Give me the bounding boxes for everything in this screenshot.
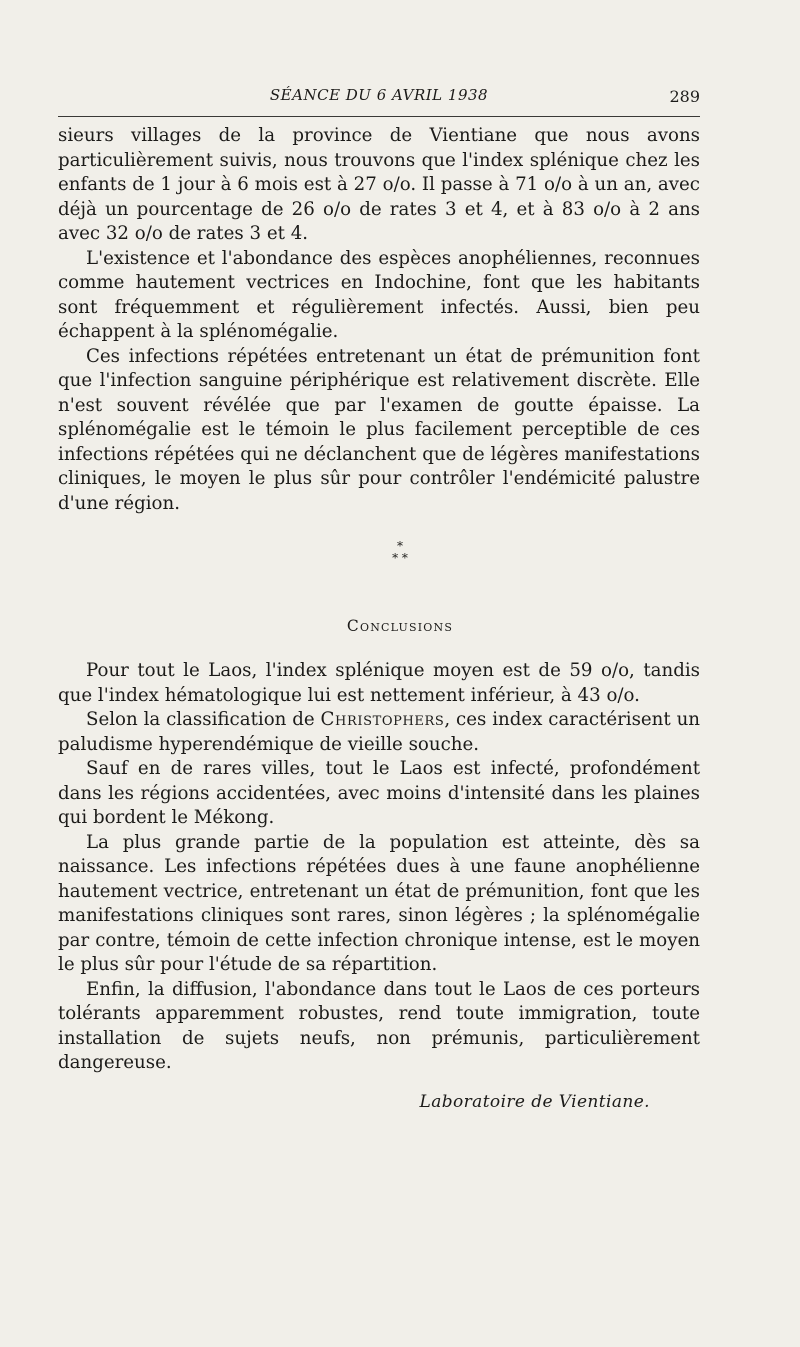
body-paragraph-2: L'existence et l'abondance des espèces anophéliennes, reconnues comme hautement vectrices en Indochine, font que les habitants sont fréquemment et régulièrement infectés. Aussi, bien peu échappent à la splénomégalie. <box>58 247 700 342</box>
conclusions-paragraph-2 <box>58 708 700 757</box>
body-paragraph-3: Ces infections répétées entretenant un état de prémunition font que l'infection sanguine périphérique est relativement discrète. Elle n'est souvent révélée que par l'examen de goutte épaisse. La splénomégalie est le témoin le plus facilement perceptible de ces infections répétées qui ne déclanchent que de légères manifestations cliniques, le moyen le plus sûr pour contrôler l'endémicité palustre d'une région. <box>58 345 700 514</box>
author-name-christophers: Christophers <box>320 709 445 730</box>
conclusions-paragraph-2-end: , ces index caractérisent un paludisme hyperendémique de vieille souche. <box>58 709 700 755</box>
asterism-top: * <box>397 539 403 553</box>
page-number: 289 <box>669 87 700 106</box>
running-title: SÉANCE DU 6 AVRIL 1938 <box>269 86 489 104</box>
conclusions-paragraph-1: Pour tout le Laos, l'index splénique moyen est de 59 o/o, tandis que l'index hématologique lui est nettement inférieur, à 43 o/o. <box>58 660 700 706</box>
conclusions-paragraph-3: Sauf en de rares villes, tout le Laos est infecté, profondément dans les régions accidentées, avec moins d'intensité dans les plaines qui bordent le Mékong. <box>58 758 700 828</box>
header-rule <box>58 116 700 117</box>
body-paragraph-1: sieurs villages de la province de Vientiane que nous avons particulièrement suivis, nous trouvons que l'index splénique chez les enfants de 1 jour à 6 mois est à 27 o/o. Il passe à 71 o/o à un an, avec déjà un pourcentage de 26 o/o de rates 3 et 4, et à 83 o/o à 2 ans avec 32 o/o de rates 3 et 4. <box>58 125 700 244</box>
conclusions-paragraph-2-start: Selon la classification de <box>86 709 321 730</box>
asterism-separator <box>0 540 800 564</box>
section-heading-conclusions: Conclusions <box>346 617 454 635</box>
asterism-bottom: * * <box>392 551 408 565</box>
conclusions-paragraph-5: Enfin, la diffusion, l'abondance dans tout le Laos de ces porteurs tolérants apparemment robustes, rend toute immigration, toute installation de sujets neufs, non prémunis, particulièrement dangereuse. <box>58 978 700 1073</box>
signature-laboratory: Laboratoire de Vientiane. <box>419 1092 650 1112</box>
conclusions-paragraph-4: La plus grande partie de la population est atteinte, dès sa naissance. Les infections répétées dues à une faune anophélienne hautement vectrice, entretenant un état de prémunition, font que les manifestations cliniques sont rares, sinon légères ; la splénomégalie par contre, témoin de cette infection chronique intense, est le moyen le plus sûr pour l'étude de sa répartition. <box>58 831 700 975</box>
body-text <box>58 124 700 516</box>
page-header <box>58 86 700 110</box>
conclusions-text <box>58 659 700 1076</box>
